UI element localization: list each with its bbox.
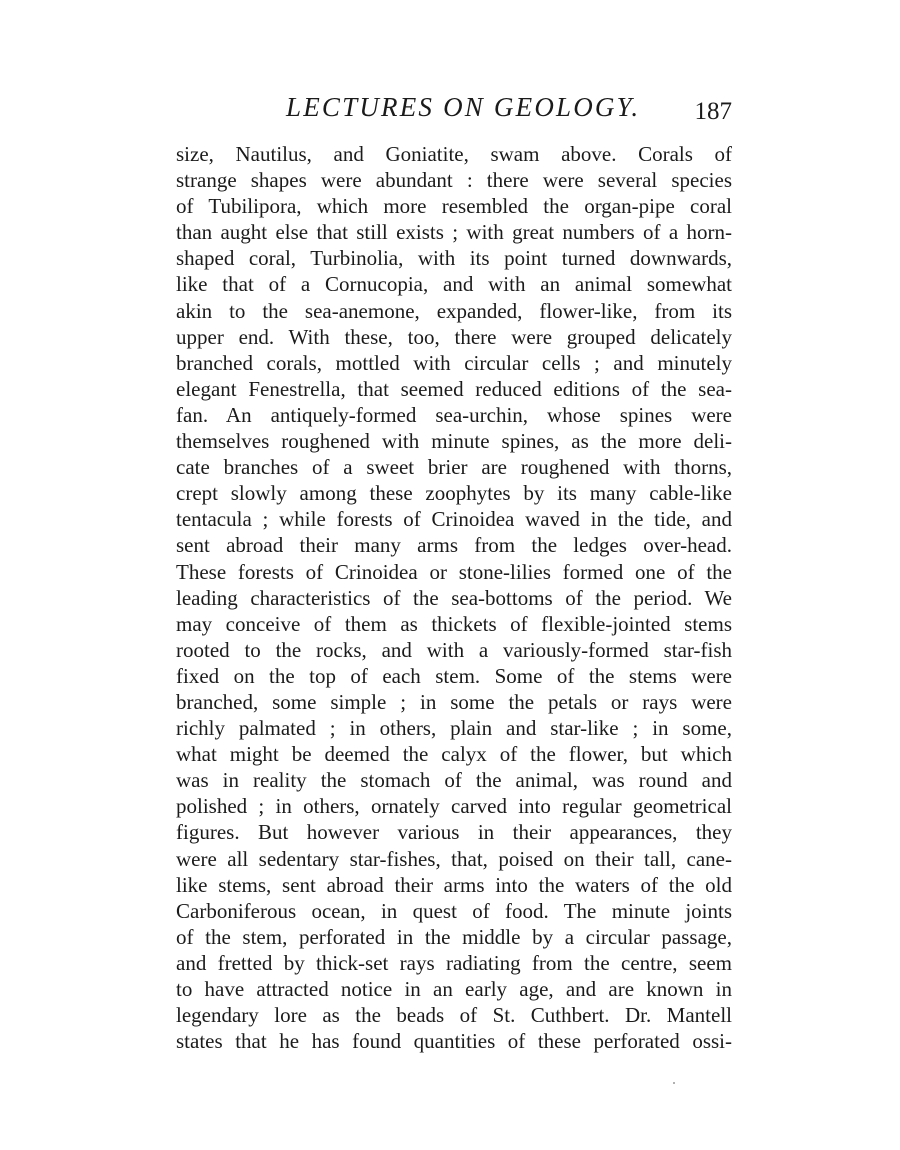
body-text bbox=[176, 141, 732, 1054]
text-line: figures. But however various in their appearances, they bbox=[176, 820, 732, 845]
text-line: like stems, sent abroad their arms into the waters of the old bbox=[176, 872, 732, 897]
text-line: themselves roughened with minute spines, as the more deli- bbox=[176, 429, 732, 454]
paper-speck bbox=[673, 1082, 675, 1084]
text-line: was in reality the stomach of the animal, was round and bbox=[176, 768, 732, 793]
text-line: than aught else that still exists ; with great numbers of a horn- bbox=[176, 220, 732, 245]
running-title: LECTURES ON GEOLOGY. bbox=[286, 92, 641, 122]
text-line: shaped coral, Turbinolia, with its point turned downwards, bbox=[176, 246, 732, 271]
running-head bbox=[176, 92, 732, 132]
text-line: These forests of Crinoidea or stone-lilies formed one of the bbox=[176, 559, 732, 584]
text-line: branched corals, mottled with circular cells ; and minutely bbox=[176, 350, 732, 375]
text-line: may conceive of them as thickets of flexible-jointed stems bbox=[176, 611, 732, 636]
text-line: elegant Fenestrella, that seemed reduced editions of the sea- bbox=[176, 376, 732, 401]
text-line: states that he has found quantities of these perforated ossi- bbox=[176, 1029, 732, 1054]
text-line: to have attracted notice in an early age, and are known in bbox=[176, 977, 732, 1001]
text-line: fan. An antiquely-formed sea-urchin, whose spines were bbox=[176, 402, 732, 427]
page-number: 187 bbox=[694, 98, 732, 125]
text-line: crept slowly among these zoophytes by its many cable-like bbox=[176, 481, 732, 506]
text-line: what might be deemed the calyx of the flower, but which bbox=[176, 742, 732, 767]
text-line: size, Nautilus, and Goniatite, swam above. Corals of bbox=[176, 142, 732, 166]
text-line: strange shapes were abundant : there were several species bbox=[176, 168, 732, 193]
text-line: like that of a Cornucopia, and with an animal somewhat bbox=[176, 272, 732, 297]
text-line: were all sedentary star-fishes, that, poised on their tall, cane- bbox=[176, 846, 732, 871]
text-line: rooted to the rocks, and with a variously-formed star-fish bbox=[176, 637, 732, 662]
text-line: polished ; in others, ornately carved into regular geometrical bbox=[176, 794, 732, 819]
text-line: richly palmated ; in others, plain and star-like ; in some, bbox=[176, 716, 732, 741]
text-line: legendary lore as the beads of St. Cuthbert. Dr. Mantell bbox=[176, 1003, 732, 1028]
text-line: tentacula ; while forests of Crinoidea waved in the tide, and bbox=[176, 507, 732, 532]
text-line: upper end. With these, too, there were grouped delicately bbox=[176, 324, 732, 349]
text-line: cate branches of a sweet brier are roughened with thorns, bbox=[176, 455, 732, 480]
text-line: of the stem, perforated in the middle by a circular passage, bbox=[176, 924, 732, 949]
text-line: leading characteristics of the sea-bottoms of the period. We bbox=[176, 585, 732, 610]
text-line: and fretted by thick-set rays radiating from the centre, seem bbox=[176, 950, 732, 975]
text-line: sent abroad their many arms from the ledges over-head. bbox=[176, 533, 732, 558]
text-line: Carboniferous ocean, in quest of food. The minute joints bbox=[176, 898, 732, 923]
text-line: fixed on the top of each stem. Some of the stems were bbox=[176, 663, 732, 688]
text-line: branched, some simple ; in some the petals or rays were bbox=[176, 689, 732, 714]
text-line: akin to the sea-anemone, expanded, flower-like, from its bbox=[176, 298, 732, 323]
text-line: of Tubilipora, which more resembled the organ-pipe coral bbox=[176, 194, 732, 219]
